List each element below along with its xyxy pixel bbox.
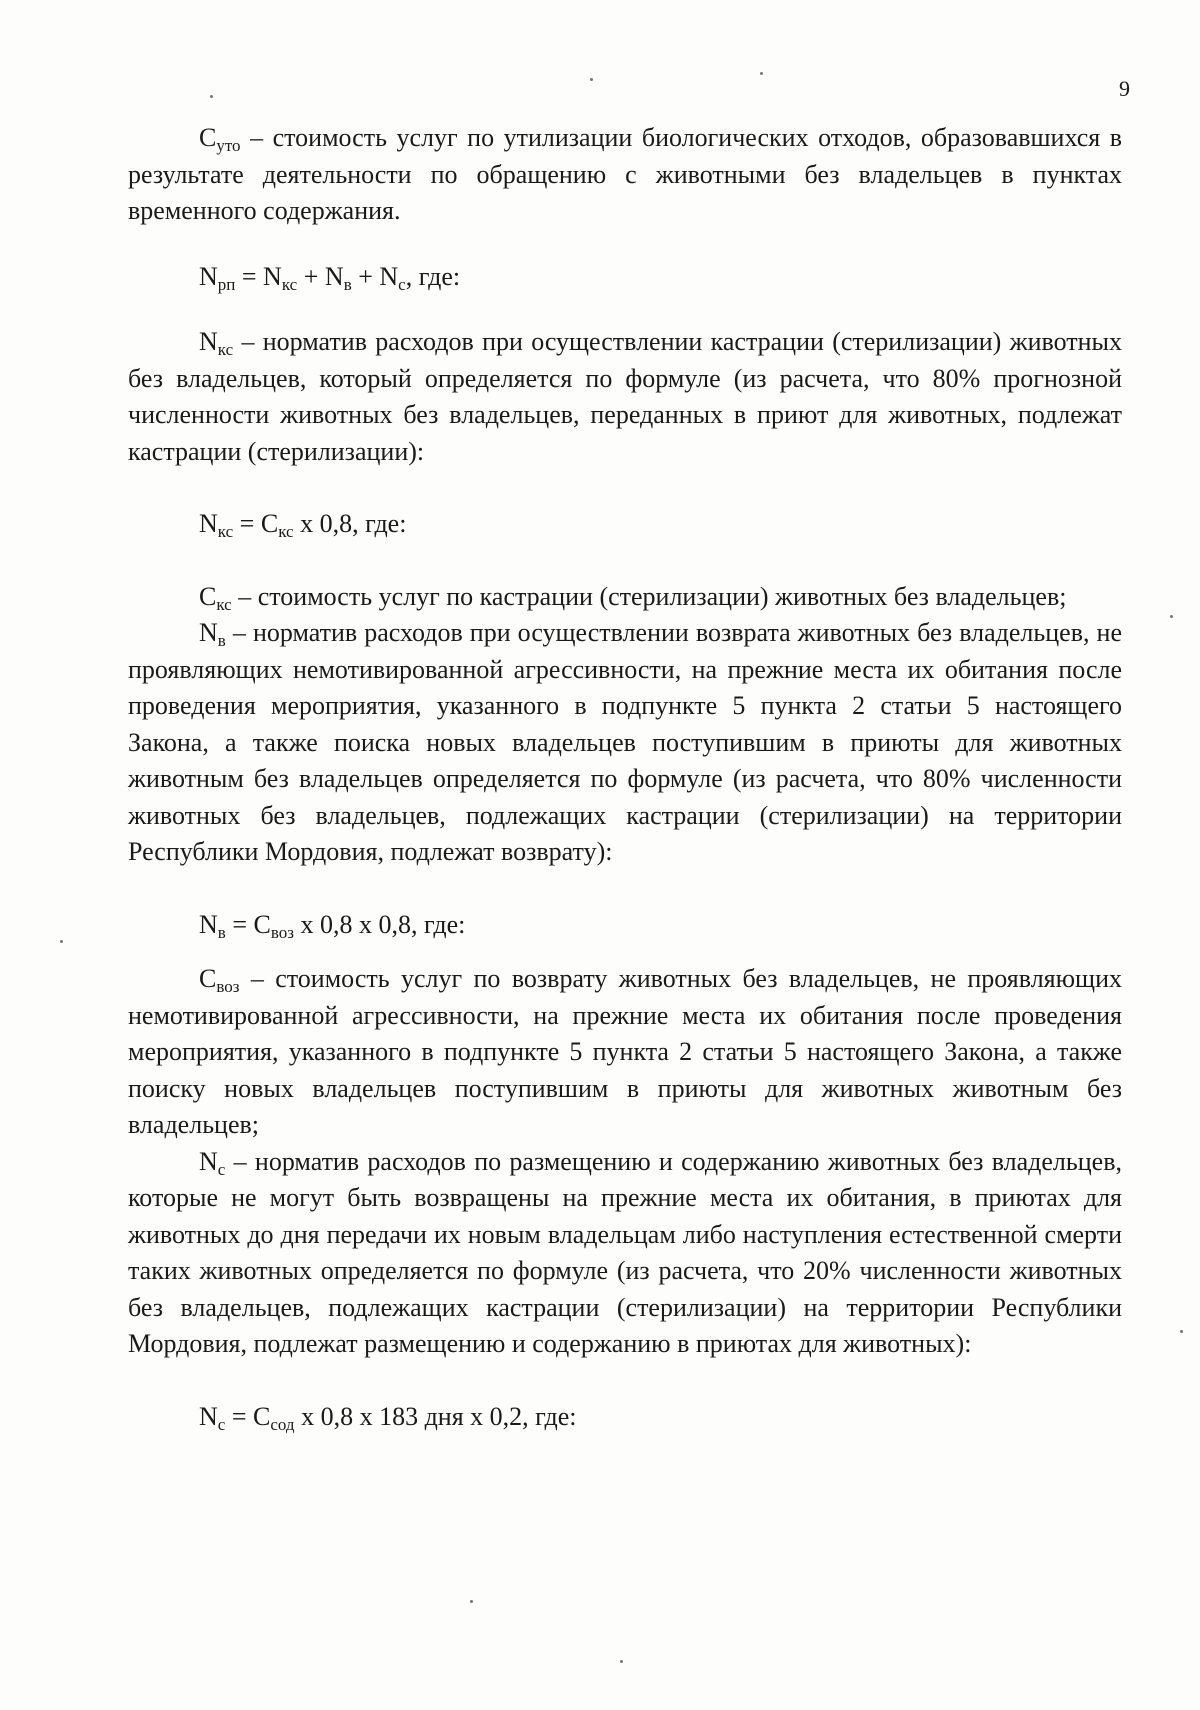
formula-nkc <box>128 506 1122 543</box>
scan-speck <box>1180 1330 1183 1333</box>
formula-part: + N <box>351 261 399 291</box>
formula-subscript: воз <box>270 922 294 942</box>
formula-nrp <box>128 259 1122 296</box>
paragraph-text: – норматив расходов при осуществлении возврата животных без владельцев, не проявляющих немотивированной агрессивности, на прежние места их обитания после проведения мероприятия, указанного в подпункте 5 пункта 2 статьи 5 настоящего Закона, а также поиска новых владельцев поступившим в приюты для животных животным без владельцев определяется по формуле (из расчета, что 80% численности животных без владельцев, подлежащих кастрации (стерилизации) на территории Республики Мордовия, подлежат возврату): <box>128 618 1122 866</box>
formula-subscript: с <box>217 1414 226 1434</box>
paragraph-text: – норматив расходов при осуществлении кастрации (стерилизации) животных без владельцев, который определяется по формуле (из расчета, что 80% прогнозной численности животных без владельцев, переданных в приют для животных, подлежат кастрации (стерилизации): <box>128 327 1122 466</box>
symbol: С <box>199 581 217 611</box>
formula-part: = С <box>225 909 271 939</box>
formula-part: х 0,8, где: <box>293 509 407 538</box>
scan-speck <box>210 95 213 98</box>
scan-speck <box>620 1660 623 1663</box>
formula-part: N <box>199 1401 218 1431</box>
symbol-subscript: в <box>217 631 226 650</box>
symbol: N <box>199 327 218 356</box>
symbol: N <box>199 1146 218 1176</box>
paragraph-text: – стоимость услуг по утилизации биологических отходов, образовавшихся в результате деятельности по обращению с животными без владельцев в пунктах временного содержания. <box>128 123 1122 225</box>
formula-part: = С <box>233 509 279 538</box>
scan-speck <box>760 72 763 75</box>
paragraph-text: – стоимость услуг по кастрации (стерилизации) животных без владельцев; <box>231 581 1067 611</box>
symbol-subscript: уто <box>216 136 241 155</box>
formula-subscript: кс <box>278 522 294 541</box>
paragraph-text: – норматив расходов по размещению и содержанию животных без владельцев, которые не могут быть возвращены на прежние места их обитания, в приютах для животных до дня передачи их новым владельцам либо наступления естественной смерти таких животных определяется по формуле (из расчета, что 20% численности животных без владельцев, подлежащих кастрации (стерилизации) на территории Республики Мордовия, подлежат размещению и содержанию в приютах для животных): <box>128 1146 1122 1358</box>
symbol-subscript: кс <box>217 340 234 359</box>
paragraph-nv-definition <box>128 615 1122 871</box>
formula-subscript: сод <box>270 1414 295 1434</box>
formula-part: х 0,8 х 0,8, где: <box>293 909 466 939</box>
formula-subscript: в <box>343 274 352 294</box>
scan-speck <box>1170 615 1173 618</box>
symbol-subscript: кс <box>216 594 232 614</box>
symbol-subscript: с <box>217 1159 226 1179</box>
formula-part: N <box>199 509 218 538</box>
formula-part: N <box>199 909 218 939</box>
symbol: С <box>199 964 217 993</box>
scan-speck <box>60 940 63 943</box>
paragraph-cuto-definition <box>128 120 1122 230</box>
formula-subscript: кс <box>281 274 298 294</box>
paragraph-nc-definition <box>128 1144 1122 1363</box>
paragraph-ckc-definition <box>128 579 1122 616</box>
symbol: С <box>199 123 217 152</box>
page-number: 9 <box>1119 76 1130 101</box>
scan-speck <box>470 1600 473 1603</box>
formula-subscript: в <box>217 922 226 942</box>
formula-subscript: кс <box>217 522 234 541</box>
formula-part: = С <box>225 1401 271 1431</box>
formula-subscript: с <box>398 274 406 294</box>
formula-part: + N <box>297 261 344 291</box>
formula-part: х 0,8 х 183 дня х 0,2, где: <box>294 1401 577 1431</box>
paragraph-nkc-definition <box>128 324 1122 470</box>
formula-nc <box>128 1399 1122 1436</box>
symbol-subscript: воз <box>216 977 240 996</box>
symbol: N <box>199 618 218 647</box>
formula-part: , где: <box>405 261 461 291</box>
paragraph-text: – стоимость услуг по возврату животных без владельцев, не проявляющих немотивированной агрессивности, на прежние места их обитания после проведения мероприятия, указанного в подпункте 5 пункта 2 статьи 5 настоящего Закона, а также поиску новых владельцев поступившим в приюты для животных животным без владельцев; <box>128 964 1122 1139</box>
formula-nv <box>128 907 1122 944</box>
formula-part: N <box>199 261 218 291</box>
formula-part: = N <box>235 261 282 291</box>
document-body <box>128 120 1122 1435</box>
formula-subscript: рп <box>217 274 236 294</box>
paragraph-cvoz-definition <box>128 961 1122 1144</box>
scan-speck <box>590 78 593 81</box>
